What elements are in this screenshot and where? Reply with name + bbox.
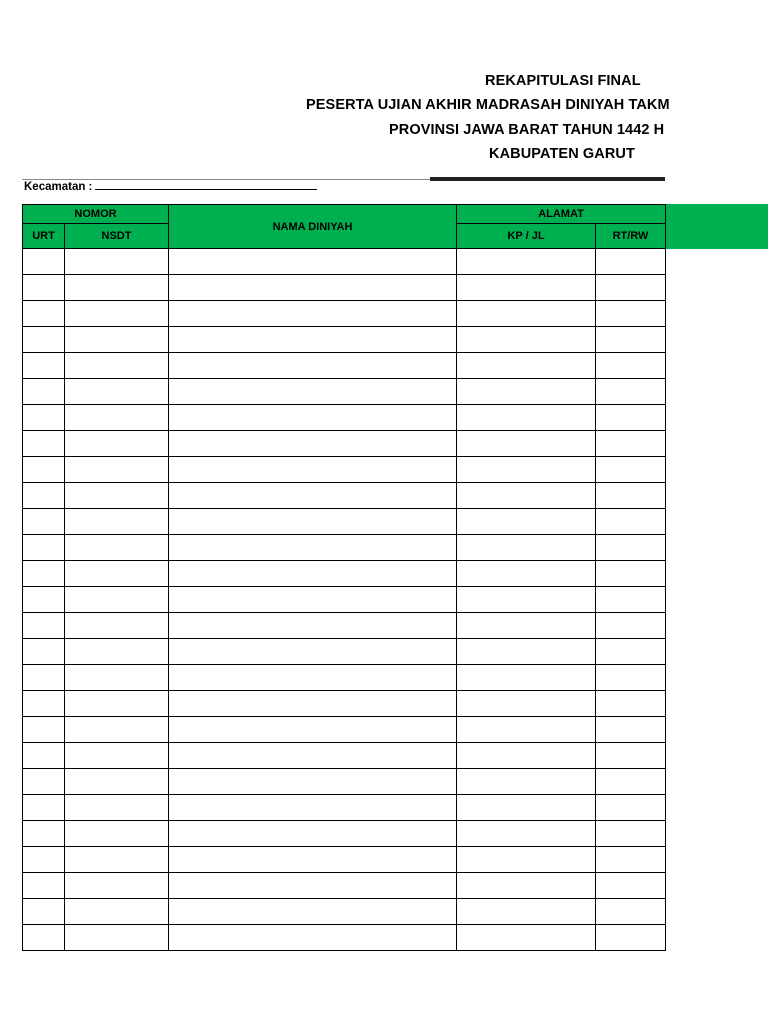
table-row xyxy=(23,639,666,665)
table-row xyxy=(23,821,666,847)
table-row xyxy=(23,717,666,743)
cell-kp-jl[interactable] xyxy=(457,483,596,509)
cell-nsdt[interactable] xyxy=(65,873,169,899)
cell-urt[interactable] xyxy=(23,561,65,587)
cell-urt[interactable] xyxy=(23,821,65,847)
cell-rt-rw[interactable] xyxy=(596,405,666,431)
cell-nsdt[interactable] xyxy=(65,509,169,535)
title-line-2: PESERTA UJIAN AKHIR MADRASAH DINIYAH TAKM xyxy=(306,97,670,113)
cell-urt[interactable] xyxy=(23,249,65,275)
cell-urt[interactable] xyxy=(23,535,65,561)
cell-nsdt[interactable] xyxy=(65,249,169,275)
cell-rt-rw[interactable] xyxy=(596,535,666,561)
cell-rt-rw[interactable] xyxy=(596,925,666,951)
cell-nama-diniyah[interactable] xyxy=(169,613,457,639)
cell-rt-rw[interactable] xyxy=(596,665,666,691)
cell-rt-rw[interactable] xyxy=(596,899,666,925)
recap-table xyxy=(22,204,666,951)
cell-nsdt[interactable] xyxy=(65,405,169,431)
cell-nsdt[interactable] xyxy=(65,639,169,665)
cell-urt[interactable] xyxy=(23,431,65,457)
cell-urt[interactable] xyxy=(23,405,65,431)
cell-kp-jl[interactable] xyxy=(457,431,596,457)
kecamatan-blank-line[interactable] xyxy=(95,177,317,190)
cell-nama-diniyah[interactable] xyxy=(169,691,457,717)
table-row xyxy=(23,353,666,379)
table-row xyxy=(23,613,666,639)
cell-nama-diniyah[interactable] xyxy=(169,821,457,847)
cell-kp-jl[interactable] xyxy=(457,743,596,769)
cell-urt[interactable] xyxy=(23,457,65,483)
cell-nama-diniyah[interactable] xyxy=(169,509,457,535)
cell-nama-diniyah[interactable] xyxy=(169,379,457,405)
cell-urt[interactable] xyxy=(23,691,65,717)
cell-kp-jl[interactable] xyxy=(457,457,596,483)
table-row xyxy=(23,561,666,587)
cell-kp-jl[interactable] xyxy=(457,925,596,951)
cell-kp-jl[interactable] xyxy=(457,665,596,691)
cell-nama-diniyah[interactable] xyxy=(169,665,457,691)
table-row xyxy=(23,509,666,535)
cell-nama-diniyah[interactable] xyxy=(169,639,457,665)
table-row xyxy=(23,795,666,821)
cell-rt-rw[interactable] xyxy=(596,249,666,275)
cell-urt[interactable] xyxy=(23,613,65,639)
table-body xyxy=(23,249,666,951)
cell-nama-diniyah[interactable] xyxy=(169,301,457,327)
cell-nsdt[interactable] xyxy=(65,613,169,639)
cell-nama-diniyah[interactable] xyxy=(169,717,457,743)
cell-urt[interactable] xyxy=(23,847,65,873)
cell-urt[interactable] xyxy=(23,665,65,691)
cell-nama-diniyah[interactable] xyxy=(169,275,457,301)
table-row xyxy=(23,249,666,275)
title-line-1: REKAPITULASI FINAL xyxy=(485,73,641,89)
cell-rt-rw[interactable] xyxy=(596,353,666,379)
table-row xyxy=(23,405,666,431)
cell-nama-diniyah[interactable] xyxy=(169,483,457,509)
cell-nsdt[interactable] xyxy=(65,327,169,353)
cell-nama-diniyah[interactable] xyxy=(169,925,457,951)
header-alamat: ALAMAT xyxy=(457,205,666,224)
cell-nsdt[interactable] xyxy=(65,769,169,795)
table-row xyxy=(23,483,666,509)
cell-urt[interactable] xyxy=(23,639,65,665)
cell-nama-diniyah[interactable] xyxy=(169,795,457,821)
table-row xyxy=(23,301,666,327)
cell-nsdt[interactable] xyxy=(65,795,169,821)
cell-rt-rw[interactable] xyxy=(596,821,666,847)
cell-nsdt[interactable] xyxy=(65,301,169,327)
table-row xyxy=(23,327,666,353)
title-line-4: KABUPATEN GARUT xyxy=(489,146,635,162)
cell-nsdt[interactable] xyxy=(65,691,169,717)
cell-nsdt[interactable] xyxy=(65,379,169,405)
cell-nsdt[interactable] xyxy=(65,587,169,613)
table-row xyxy=(23,691,666,717)
table-row xyxy=(23,535,666,561)
cell-nsdt[interactable] xyxy=(65,925,169,951)
cell-nsdt[interactable] xyxy=(65,561,169,587)
cell-kp-jl[interactable] xyxy=(457,873,596,899)
cell-nsdt[interactable] xyxy=(65,847,169,873)
cell-nsdt[interactable] xyxy=(65,275,169,301)
cell-kp-jl[interactable] xyxy=(457,379,596,405)
cell-nama-diniyah[interactable] xyxy=(169,353,457,379)
header-green-extension xyxy=(665,204,768,249)
table-row xyxy=(23,587,666,613)
cell-nama-diniyah[interactable] xyxy=(169,899,457,925)
cell-kp-jl[interactable] xyxy=(457,275,596,301)
cell-rt-rw[interactable] xyxy=(596,873,666,899)
table-row xyxy=(23,275,666,301)
table-row xyxy=(23,665,666,691)
table-row xyxy=(23,431,666,457)
cell-rt-rw[interactable] xyxy=(596,275,666,301)
cell-nsdt[interactable] xyxy=(65,821,169,847)
cell-kp-jl[interactable] xyxy=(457,639,596,665)
kecamatan-field xyxy=(24,177,317,193)
cell-kp-jl[interactable] xyxy=(457,769,596,795)
cell-urt[interactable] xyxy=(23,379,65,405)
cell-rt-rw[interactable] xyxy=(596,457,666,483)
cell-rt-rw[interactable] xyxy=(596,561,666,587)
table-row xyxy=(23,769,666,795)
cell-urt[interactable] xyxy=(23,873,65,899)
cell-kp-jl[interactable] xyxy=(457,353,596,379)
cell-rt-rw[interactable] xyxy=(596,847,666,873)
cell-nama-diniyah[interactable] xyxy=(169,847,457,873)
table-row xyxy=(23,457,666,483)
cell-urt[interactable] xyxy=(23,301,65,327)
title-line-3: PROVINSI JAWA BARAT TAHUN 1442 H xyxy=(389,122,665,138)
cell-nama-diniyah[interactable] xyxy=(169,405,457,431)
header-nsdt: NSDT xyxy=(65,224,169,249)
table-row xyxy=(23,743,666,769)
cell-rt-rw[interactable] xyxy=(596,743,666,769)
cell-urt[interactable] xyxy=(23,353,65,379)
cell-kp-jl[interactable] xyxy=(457,899,596,925)
cell-rt-rw[interactable] xyxy=(596,327,666,353)
table-row xyxy=(23,847,666,873)
cell-kp-jl[interactable] xyxy=(457,327,596,353)
cell-kp-jl[interactable] xyxy=(457,405,596,431)
cell-nama-diniyah[interactable] xyxy=(169,457,457,483)
cell-nsdt[interactable] xyxy=(65,743,169,769)
cell-kp-jl[interactable] xyxy=(457,587,596,613)
cell-nsdt[interactable] xyxy=(65,535,169,561)
cell-nama-diniyah[interactable] xyxy=(169,769,457,795)
cell-nama-diniyah[interactable] xyxy=(169,873,457,899)
cell-rt-rw[interactable] xyxy=(596,301,666,327)
cell-rt-rw[interactable] xyxy=(596,613,666,639)
table-row xyxy=(23,379,666,405)
cell-rt-rw[interactable] xyxy=(596,691,666,717)
cell-urt[interactable] xyxy=(23,743,65,769)
cell-kp-jl[interactable] xyxy=(457,847,596,873)
cell-urt[interactable] xyxy=(23,769,65,795)
cell-nsdt[interactable] xyxy=(65,899,169,925)
cell-nsdt[interactable] xyxy=(65,665,169,691)
cell-urt[interactable] xyxy=(23,327,65,353)
cell-kp-jl[interactable] xyxy=(457,535,596,561)
table-row xyxy=(23,899,666,925)
cell-rt-rw[interactable] xyxy=(596,639,666,665)
header-nama-diniyah: NAMA DINIYAH xyxy=(169,205,457,249)
cell-nama-diniyah[interactable] xyxy=(169,535,457,561)
cell-nama-diniyah[interactable] xyxy=(169,743,457,769)
cell-urt[interactable] xyxy=(23,795,65,821)
cell-kp-jl[interactable] xyxy=(457,561,596,587)
cell-rt-rw[interactable] xyxy=(596,431,666,457)
cell-kp-jl[interactable] xyxy=(457,249,596,275)
cell-nsdt[interactable] xyxy=(65,457,169,483)
cell-nama-diniyah[interactable] xyxy=(169,561,457,587)
cell-kp-jl[interactable] xyxy=(457,301,596,327)
table-row xyxy=(23,873,666,899)
cell-nsdt[interactable] xyxy=(65,353,169,379)
cell-nsdt[interactable] xyxy=(65,431,169,457)
header-nomor: NOMOR xyxy=(23,205,169,224)
cell-urt[interactable] xyxy=(23,925,65,951)
cell-rt-rw[interactable] xyxy=(596,795,666,821)
header-rt-rw: RT/RW xyxy=(596,224,666,249)
document-title-block xyxy=(0,0,768,180)
cell-rt-rw[interactable] xyxy=(596,717,666,743)
header-urt: URT xyxy=(23,224,65,249)
cell-nama-diniyah[interactable] xyxy=(169,587,457,613)
cell-nsdt[interactable] xyxy=(65,483,169,509)
cell-kp-jl[interactable] xyxy=(457,691,596,717)
cell-kp-jl[interactable] xyxy=(457,613,596,639)
cell-urt[interactable] xyxy=(23,483,65,509)
cell-urt[interactable] xyxy=(23,275,65,301)
cell-kp-jl[interactable] xyxy=(457,509,596,535)
cell-urt[interactable] xyxy=(23,899,65,925)
cell-urt[interactable] xyxy=(23,587,65,613)
cell-nsdt[interactable] xyxy=(65,717,169,743)
cell-rt-rw[interactable] xyxy=(596,769,666,795)
divider-thick xyxy=(430,177,665,181)
cell-kp-jl[interactable] xyxy=(457,717,596,743)
cell-rt-rw[interactable] xyxy=(596,509,666,535)
cell-nama-diniyah[interactable] xyxy=(169,249,457,275)
cell-nama-diniyah[interactable] xyxy=(169,327,457,353)
table-row xyxy=(23,925,666,951)
cell-urt[interactable] xyxy=(23,509,65,535)
cell-rt-rw[interactable] xyxy=(596,587,666,613)
cell-urt[interactable] xyxy=(23,717,65,743)
kecamatan-label: Kecamatan : xyxy=(24,181,93,193)
cell-nama-diniyah[interactable] xyxy=(169,431,457,457)
cell-rt-rw[interactable] xyxy=(596,379,666,405)
cell-rt-rw[interactable] xyxy=(596,483,666,509)
cell-kp-jl[interactable] xyxy=(457,821,596,847)
header-kp-jl: KP / JL xyxy=(457,224,596,249)
cell-kp-jl[interactable] xyxy=(457,795,596,821)
